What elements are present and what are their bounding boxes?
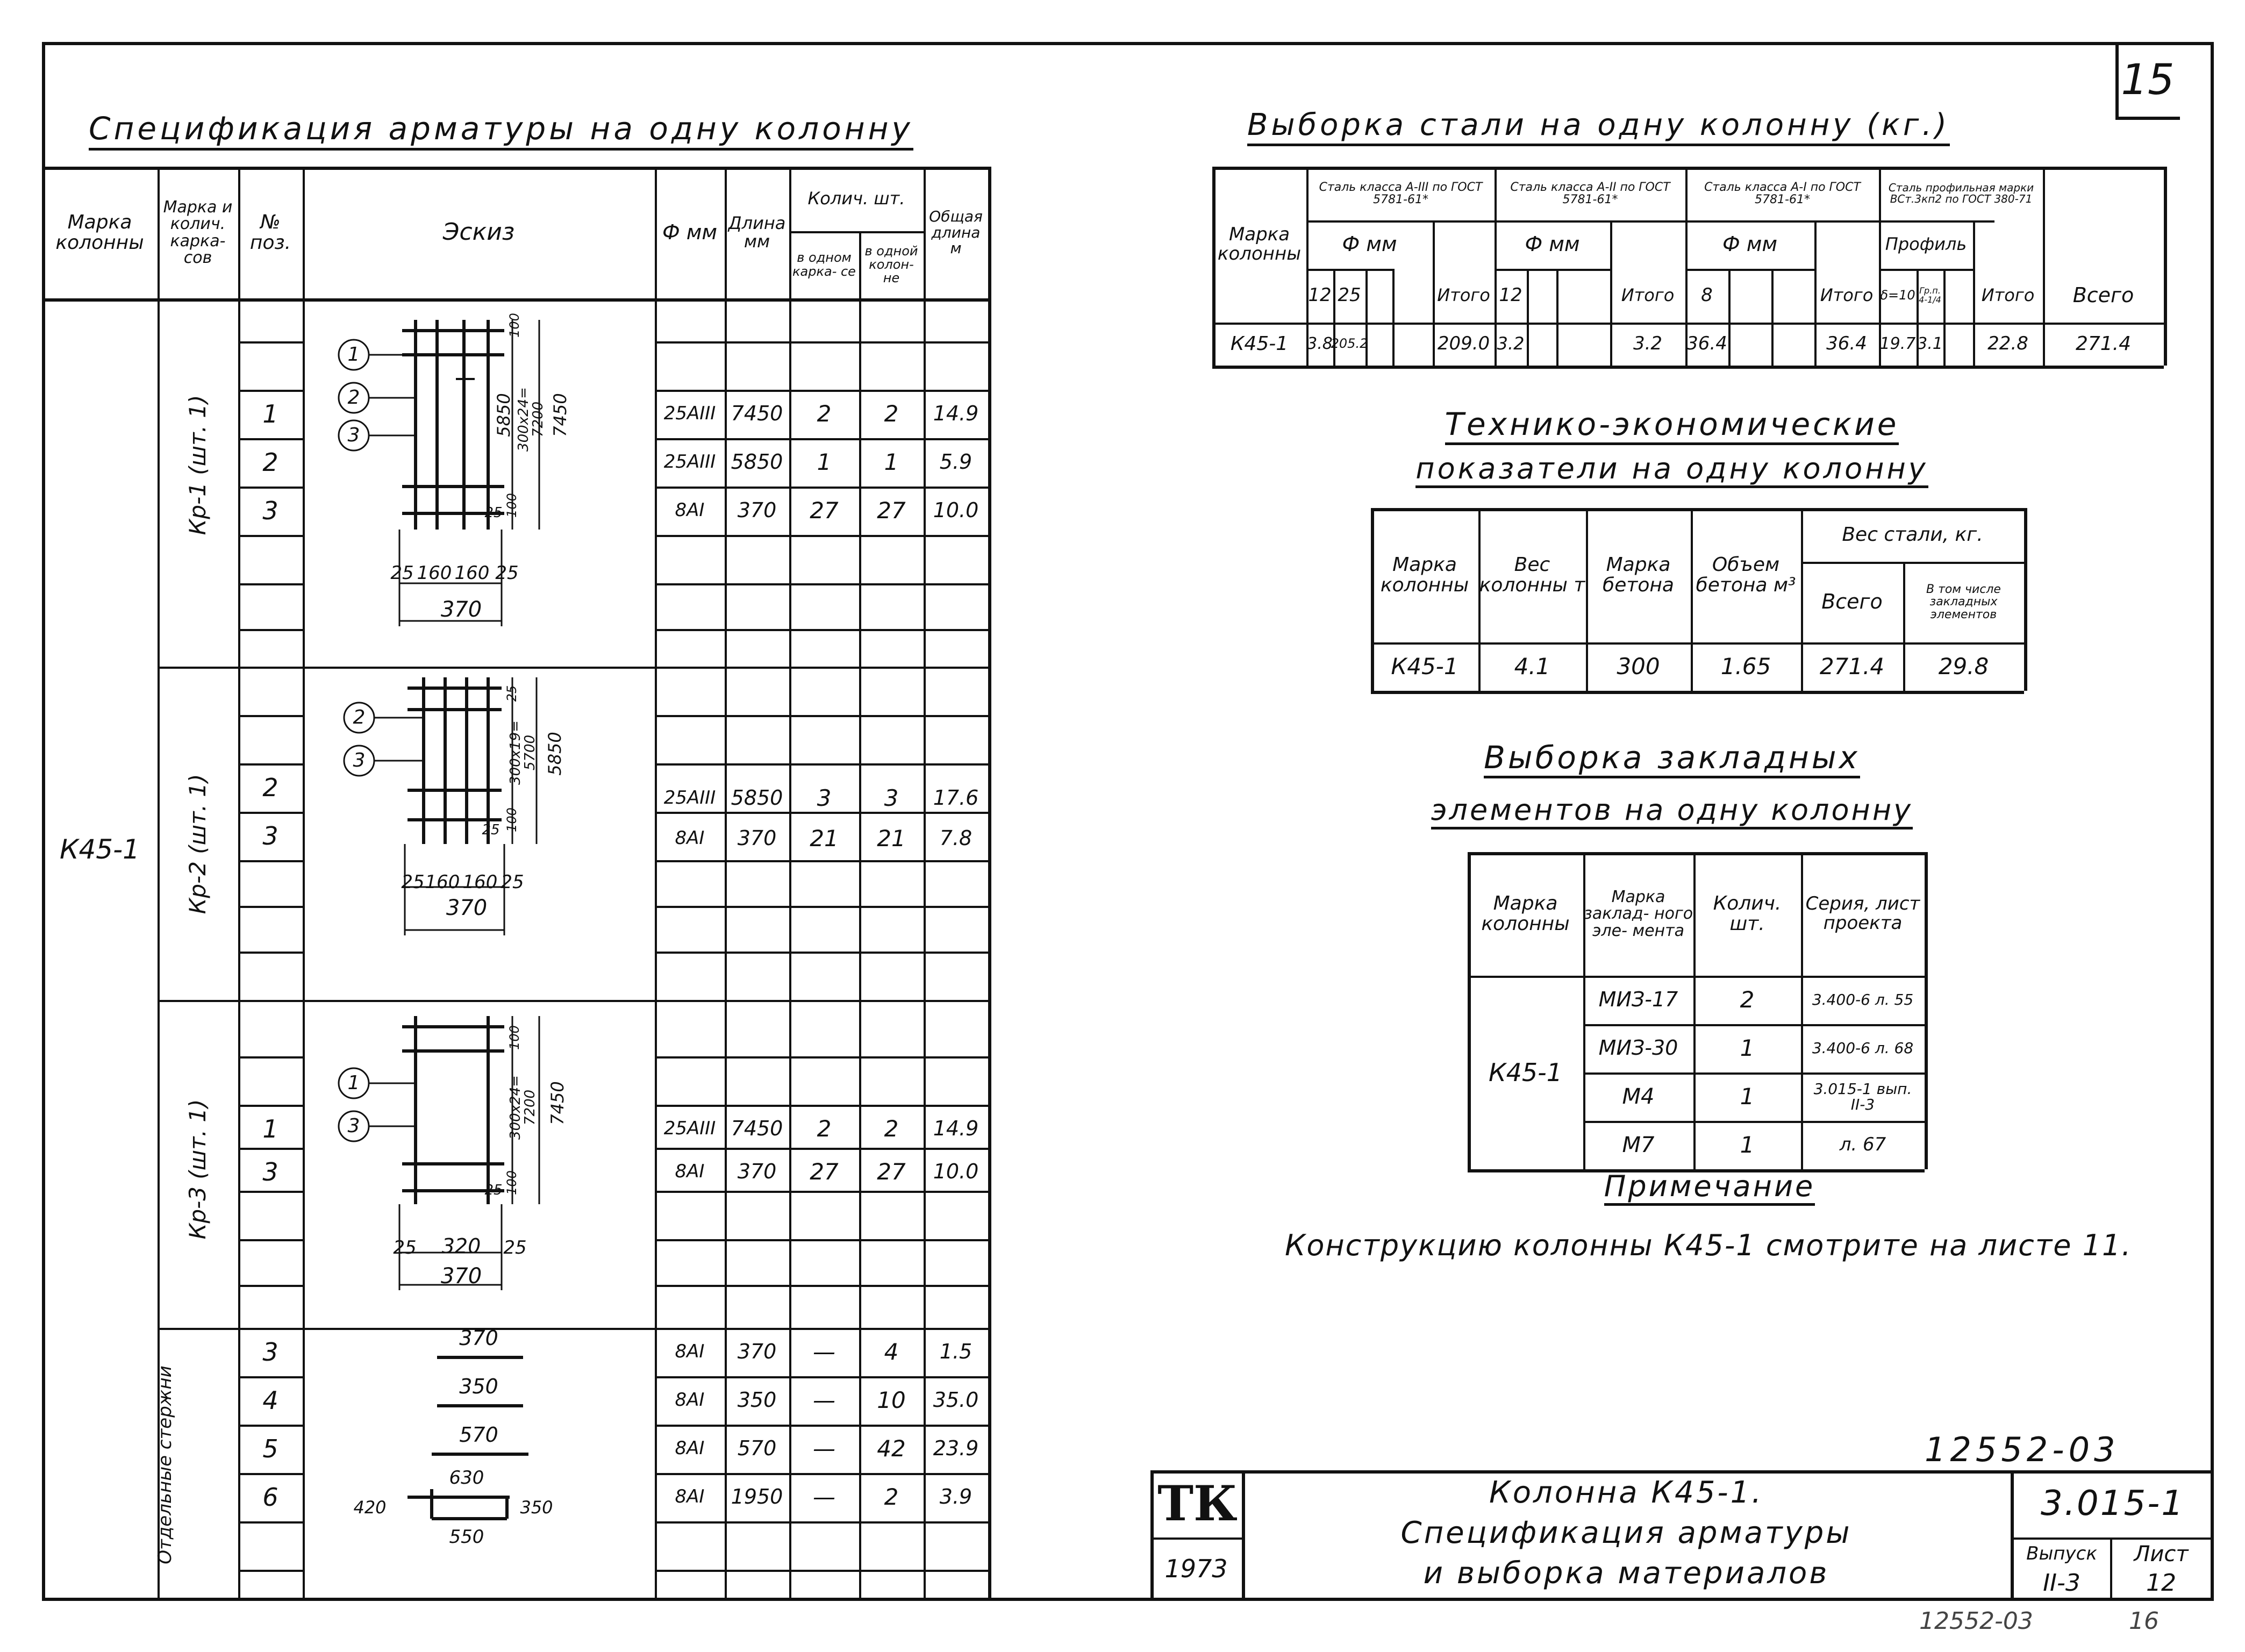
- tech-h-marka-betona: Марка бетона: [1603, 554, 1674, 596]
- footer-page: 16: [2129, 1607, 2159, 1635]
- tech-title-line1: Технико-экономические: [1445, 406, 1899, 445]
- kr2-dim-h: 25: [401, 871, 425, 893]
- kr1-dim-h: 160: [454, 562, 490, 584]
- emb-cell: 1: [1740, 1034, 1755, 1061]
- cell-q2: 1: [884, 448, 899, 475]
- grid-line: [655, 1521, 988, 1524]
- spec-title: Спецификация арматуры на одну колонну: [89, 110, 913, 151]
- note-title: Примечание: [1604, 1169, 1815, 1206]
- grid-line: [655, 1056, 988, 1059]
- steel-sub-12: 12: [1308, 284, 1332, 306]
- kr3-callout-1: 1: [347, 1072, 360, 1095]
- grid-line: [655, 535, 988, 537]
- emb-cell: М4: [1622, 1084, 1655, 1109]
- stamp-line2: Спецификация арматуры: [1400, 1515, 1852, 1551]
- steel-sub-grp: Гр.п. 4-1/4: [1919, 285, 1941, 305]
- cell-q2: 10: [877, 1386, 906, 1413]
- spec-h-v-karkase: в одном карка- се: [792, 250, 856, 279]
- cell-q2: 27: [877, 1158, 906, 1185]
- spec-h-poz: № поз.: [249, 211, 291, 254]
- kr3-dim: 25: [484, 1182, 503, 1199]
- spec-h-marka-kolonny: Марка колонны: [55, 211, 144, 254]
- cell-q1: 3: [817, 784, 832, 811]
- cell-poz: 4: [262, 1385, 278, 1415]
- steel-cell: 36.4: [1686, 333, 1727, 355]
- kr2-callout-2: 2: [353, 706, 366, 729]
- kr1-dim-h: 25: [390, 562, 414, 584]
- cell-q2: 27: [877, 497, 906, 524]
- cell-q1: 1: [817, 448, 832, 475]
- cell-total: 3.9: [939, 1485, 973, 1509]
- cell-len: 570: [737, 1436, 777, 1461]
- steel-cell: 205.2: [1331, 336, 1368, 352]
- kr2-dim: 25: [504, 685, 520, 702]
- cell-poz: 1: [262, 399, 278, 428]
- kr1-callout-3: 3: [347, 424, 360, 447]
- cell-q2: 4: [884, 1338, 899, 1365]
- cell-sketch-left: 420: [353, 1497, 387, 1518]
- grid-line: [238, 715, 303, 717]
- kr1-dim: 5850: [494, 393, 514, 437]
- emb-cell: 3.400-6 л. 68: [1812, 1039, 1914, 1057]
- steel-h-profil: Профиль: [1885, 234, 1967, 255]
- embedded-table: [1468, 852, 1925, 1169]
- steel-h-phi-2: Ф мм: [1525, 232, 1580, 256]
- grid-line: [655, 583, 988, 585]
- cell-phi: 25АIII: [663, 787, 716, 809]
- steel-h-a2: Сталь класса А-II по ГОСТ 5781-61*: [1510, 180, 1670, 206]
- cell-sketch: 570: [459, 1423, 498, 1447]
- kr1-dim: 7450: [550, 393, 571, 437]
- cell-poz: 3: [262, 821, 278, 850]
- cell-total: 7.8: [939, 826, 973, 850]
- grid-line: [238, 860, 303, 862]
- steel-h-a1: Сталь класса А-I по ГОСТ 5781-61*: [1704, 180, 1861, 206]
- kr3-dim: 300x24= 7200: [507, 1075, 538, 1140]
- stamp-line3: и выборка материалов: [1423, 1556, 1829, 1591]
- emb-cell: 3.400-6 л. 55: [1812, 991, 1914, 1009]
- emb-cell: 2: [1740, 986, 1755, 1013]
- kr2-dim: 300x19= 5700: [507, 720, 538, 785]
- cell-poz: 6: [262, 1482, 278, 1512]
- cell-phi: 8АI: [675, 1486, 705, 1508]
- kr2-callout-3: 3: [353, 749, 366, 772]
- sketch-separate-bars: [303, 1328, 655, 1601]
- spec-h-marka-karkasov: Марка и колич. карка- сов: [163, 197, 233, 267]
- kr2-dim-h: 25: [501, 871, 524, 893]
- steel-h-itogo-4: Итого: [1981, 285, 2035, 306]
- cell-total: 14.9: [933, 1117, 979, 1141]
- stamp-line1: Колонна К45-1.: [1489, 1475, 1764, 1511]
- grid-line: [655, 906, 988, 908]
- steel-sub-25: 25: [1338, 284, 1361, 306]
- stamp-year: 1973: [1164, 1554, 1228, 1583]
- title-block: [1150, 1470, 2212, 1601]
- steel-h-itogo-1: Итого: [1437, 285, 1490, 306]
- cell-total: 10.0: [933, 498, 979, 523]
- grid-line: [238, 1056, 303, 1059]
- cell-q1: —: [813, 1435, 835, 1462]
- steel-h-phi-3: Ф мм: [1722, 232, 1778, 256]
- emb-h-kolich: Колич. шт.: [1713, 892, 1782, 935]
- note-text: Конструкцию колонны К45-1 смотрите на листе 11.: [1285, 1228, 2132, 1262]
- cell-poz: 2: [262, 773, 278, 802]
- grid-line: [238, 1285, 303, 1287]
- kr3-dim: 100: [504, 1170, 520, 1195]
- steel-table: [1212, 167, 2164, 366]
- emb-h-element: Марка заклад- ного эле- мента: [1583, 887, 1693, 940]
- cell-poz: 5: [262, 1434, 278, 1463]
- group-name-separate: Отдельные стержни: [154, 1365, 176, 1564]
- emb-cell: 3.015-1 вып. II-3: [1813, 1079, 1912, 1113]
- emb-cell: л. 67: [1839, 1134, 1886, 1156]
- kr2-dim: 100: [504, 807, 520, 832]
- sheet-number: 15: [2121, 56, 2175, 105]
- kr1-dim: 300x24= 7200: [515, 387, 546, 452]
- steel-title: Выборка стали на одну колонну (кг.): [1247, 108, 1950, 146]
- kr2-dim-width: 370: [446, 896, 488, 920]
- tech-title: [1376, 406, 1968, 445]
- cell-len: 350: [737, 1388, 777, 1412]
- cell-poz: 3: [262, 496, 278, 525]
- cell-q1: 21: [810, 825, 839, 852]
- cell-phi: 25АIII: [663, 1118, 716, 1140]
- cell-phi: 8АI: [675, 1161, 705, 1183]
- steel-sub-d10: δ=10: [1880, 288, 1915, 303]
- tech-cell: 29.8: [1938, 653, 1989, 680]
- embedded-title-line1: Выборка закладных: [1484, 739, 1860, 778]
- kr3-dim-h: 25: [393, 1237, 417, 1259]
- emb-cell: М7: [1622, 1133, 1655, 1157]
- cell-sketch: 370: [459, 1326, 498, 1350]
- steel-h-marka: Марка колонны: [1217, 224, 1302, 264]
- cell-poz: 2: [262, 447, 278, 477]
- group-name-kr3: Кр-3 (шт. 1): [184, 1099, 211, 1240]
- tech-h-vsego: Всего: [1821, 590, 1883, 614]
- spec-table: [42, 167, 988, 1601]
- kr3-dim: 100: [507, 1025, 523, 1050]
- grid-line: [655, 1239, 988, 1241]
- cell-phi: 8АI: [675, 827, 705, 849]
- doc-code: 12552-03: [1925, 1430, 2120, 1469]
- cell-q1: 27: [810, 497, 839, 524]
- stamp-list-label: Лист: [2134, 1541, 2189, 1567]
- spec-h-phi: Ф мм: [662, 220, 718, 244]
- kr1-dim-h: 160: [417, 562, 452, 584]
- cell-q2: 2: [884, 400, 899, 427]
- steel-cell: 22.8: [1987, 333, 2028, 355]
- kr1-dim-width: 370: [440, 597, 482, 622]
- kr1-callout-1: 1: [347, 344, 360, 366]
- cell-len: 7450: [731, 1117, 783, 1141]
- cell-len: 1950: [731, 1485, 783, 1509]
- steel-cell: 209.0: [1437, 333, 1490, 355]
- tech-cell: 1.65: [1720, 653, 1771, 680]
- cell-q2: 42: [877, 1435, 906, 1462]
- cell-q1: 2: [817, 1115, 832, 1142]
- cell-q1: —: [813, 1338, 835, 1365]
- kr1-dim: 100: [507, 313, 523, 338]
- cell-phi: 8АI: [675, 1438, 705, 1460]
- grid-line: [655, 341, 988, 344]
- cell-phi: 8АI: [675, 1389, 705, 1411]
- cell-sketch-bottom: 550: [449, 1526, 484, 1548]
- group-name-kr2: Кр-2 (шт. 1): [184, 774, 211, 914]
- spec-h-v-kolonne: в одной колон- не: [864, 243, 918, 286]
- spec-h-dlina: Длина мм: [728, 212, 786, 252]
- kr3-dim-h: 25: [503, 1237, 527, 1259]
- cell-total: 35.0: [933, 1388, 979, 1412]
- cell-total: 17.6: [933, 786, 979, 810]
- cell-phi: 8АI: [675, 499, 705, 521]
- stamp-vypusk: II-3: [2043, 1569, 2080, 1597]
- tech-cell: 300: [1617, 653, 1660, 680]
- kr3-dim-width: 370: [440, 1264, 482, 1289]
- tech-subtitle: [1376, 452, 1968, 488]
- embedded-subtitle: [1376, 793, 1968, 829]
- steel-sub-8: 8: [1701, 284, 1713, 306]
- tech-title-line2: показатели на одну колонну: [1415, 452, 1928, 488]
- tech-h-ves: Вес колонны т: [1479, 554, 1585, 596]
- grid-line: [238, 906, 303, 908]
- kr2-dim: 5850: [545, 732, 566, 776]
- steel-cell: 19.7: [1879, 334, 1916, 354]
- emb-marka: К45-1: [1488, 1057, 1563, 1087]
- note-title-wrap: [1575, 1169, 1844, 1206]
- steel-sub-12b: 12: [1499, 284, 1522, 306]
- grid-line: [238, 535, 303, 537]
- tech-h-marka: Марка колонны: [1380, 554, 1469, 596]
- grid-line: [238, 1521, 303, 1524]
- grid-line: [238, 629, 303, 631]
- embedded-title-line2: элементов на одну колонну: [1431, 793, 1913, 829]
- tech-table: [1371, 508, 2024, 691]
- kr1-dim-h: 25: [495, 562, 519, 584]
- kr3-dim-h: 320: [441, 1234, 481, 1258]
- cell-len: 370: [737, 1160, 777, 1184]
- steel-h-phi-1: Ф мм: [1342, 232, 1397, 256]
- kr2-dim-h: 160: [462, 871, 498, 893]
- steel-cell: К45-1: [1230, 333, 1289, 355]
- cell-sketch-right: 350: [520, 1497, 553, 1518]
- steel-h-a3: Сталь класса А-III по ГОСТ 5781-61*: [1319, 180, 1483, 206]
- tech-h-obem: Объем бетона м³: [1696, 554, 1796, 596]
- emb-cell: МИЗ-17: [1598, 988, 1678, 1012]
- tech-h-ves-stali: Вес стали, кг.: [1842, 524, 1983, 546]
- grid-line: [655, 629, 988, 631]
- cell-len: 5850: [731, 450, 783, 474]
- stamp-list: 12: [2146, 1569, 2176, 1597]
- stamp-series: 3.015-1: [2040, 1483, 2185, 1524]
- grid-line: [238, 583, 303, 585]
- cell-q1: 27: [810, 1158, 839, 1185]
- tech-cell: 271.4: [1819, 653, 1885, 680]
- kr1-callout-2: 2: [347, 387, 360, 409]
- spec-h-obshaya: Общая длина м: [929, 208, 983, 258]
- kr1-dim: 100: [504, 493, 520, 518]
- cell-q2: 3: [884, 784, 899, 811]
- grid-line: [655, 1570, 988, 1572]
- cell-total: 23.9: [933, 1436, 979, 1461]
- tech-h-zaklad: В том числе закладных элементов: [1926, 583, 2001, 621]
- cell-len: 370: [737, 498, 777, 523]
- cell-total: 14.9: [933, 402, 979, 426]
- cell-q2: 21: [877, 825, 906, 852]
- steel-cell: 3.8: [1307, 334, 1333, 354]
- cell-poz: 1: [262, 1114, 278, 1143]
- cell-total: 10.0: [933, 1160, 979, 1184]
- spec-column-mark: К45-1: [60, 833, 140, 865]
- cell-q1: 2: [817, 400, 832, 427]
- spec-h-eskiz: Эскиз: [442, 218, 515, 246]
- tech-cell: К45-1: [1391, 653, 1458, 680]
- grid-line: [238, 341, 303, 344]
- kr2-dim-h: 160: [425, 871, 460, 893]
- emb-cell: 1: [1740, 1131, 1755, 1158]
- grid-line: [238, 1239, 303, 1241]
- kr3-dim: 7450: [547, 1081, 568, 1125]
- emb-cell: МИЗ-30: [1598, 1036, 1678, 1060]
- cell-q1: —: [813, 1386, 835, 1413]
- emb-h-marka: Марка колонны: [1481, 892, 1570, 935]
- grid-line: [655, 715, 988, 717]
- cell-len: 5850: [731, 786, 783, 810]
- cell-q1: —: [813, 1483, 835, 1510]
- cell-poz: 3: [262, 1157, 278, 1186]
- grid-line: [655, 763, 988, 766]
- cell-total: 5.9: [939, 450, 973, 474]
- grid-line: [655, 952, 988, 954]
- cell-sketch: 350: [459, 1375, 498, 1399]
- footer-code: 12552-03: [1919, 1607, 2033, 1635]
- cell-len: 370: [737, 1340, 777, 1364]
- emb-h-seriya: Серия, лист проекта: [1805, 893, 1920, 934]
- grid-line: [238, 952, 303, 954]
- kr1-dim: 25: [484, 505, 503, 521]
- steel-h-itogo-2: Итого: [1621, 285, 1675, 306]
- tech-cell: 4.1: [1514, 653, 1550, 680]
- kr2-dim: 25: [482, 822, 500, 839]
- grid-line: [238, 1570, 303, 1572]
- cell-q2: 2: [884, 1115, 899, 1142]
- grid-line: [655, 1285, 988, 1287]
- cell-phi: 25АIII: [663, 403, 716, 425]
- steel-cell: 271.4: [2075, 333, 2132, 355]
- cell-sketch: 630: [449, 1467, 484, 1489]
- cell-len: 7450: [731, 402, 783, 426]
- embedded-title: [1376, 739, 1968, 778]
- stamp-vypusk-label: Выпуск: [2026, 1542, 2097, 1564]
- steel-h-prof: Сталь профильная марки ВСт.3кп2 по ГОСТ 380-71: [1888, 181, 2034, 205]
- cell-phi: 25АIII: [663, 451, 716, 473]
- emb-cell: 1: [1740, 1083, 1755, 1110]
- spec-h-kolich: Колич. шт.: [807, 188, 905, 209]
- cell-poz: 3: [262, 1337, 278, 1367]
- steel-h-itogo-3: Итого: [1820, 285, 1874, 306]
- steel-cell: 36.4: [1826, 333, 1867, 355]
- kr3-callout-3: 3: [347, 1115, 360, 1138]
- steel-cell: 3.2: [1497, 333, 1525, 354]
- cell-q2: 2: [884, 1483, 899, 1510]
- steel-cell: 3.1: [1917, 334, 1943, 354]
- cell-phi: 8АI: [675, 1341, 705, 1363]
- steel-cell: 3.2: [1633, 333, 1663, 355]
- cell-len: 370: [737, 826, 777, 850]
- steel-h-vsego: Всего: [2072, 283, 2134, 307]
- group-name-kr1: Кр-1 (шт. 1): [184, 395, 211, 535]
- cell-total: 1.5: [939, 1340, 973, 1364]
- stamp-logo: ТК: [1157, 1475, 1238, 1533]
